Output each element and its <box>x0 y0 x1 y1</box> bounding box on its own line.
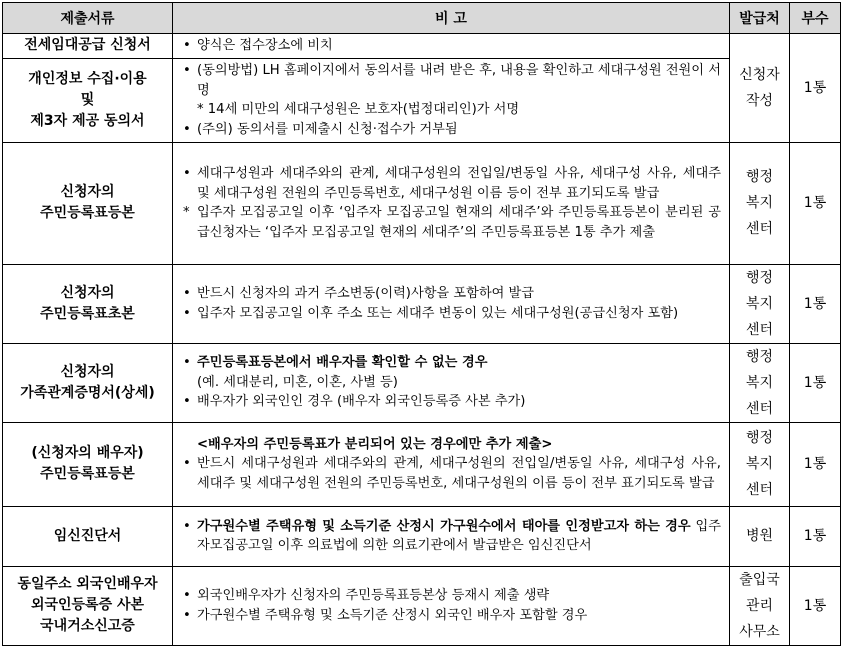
remark-text: 가구원수별 주택유형 및 소득기준 산정시 가구원수에서 태아를 인정받고자 하는 경우 <box>197 518 691 534</box>
bullet-icon: • <box>183 286 191 301</box>
remark-item <box>181 203 721 242</box>
document-name-line: 신청자의 <box>60 184 115 201</box>
issuer-line: 복지 <box>745 195 774 212</box>
remarks-cell <box>173 34 730 59</box>
header-remarks: 비 고 <box>173 3 730 34</box>
document-name-line: 및 <box>80 91 95 108</box>
remark-text: 주민등록표등본에서 배우자를 확인할 수 없는 경우 <box>197 355 488 371</box>
document-name <box>3 58 173 142</box>
document-name-line: 주민등록표등본 <box>40 205 135 222</box>
remark-item <box>181 120 721 140</box>
remark-text: 반드시 세대구성원과 세대주와의 관계, 세대구성원의 전입일/변동일 사유, 세대구성 사유, 세대주 및 세대구성원 전원의 주민등록번호, 세대구성원의 이름 등이 전부 표기되도록 발급 <box>197 456 721 491</box>
remark-item <box>181 353 721 373</box>
issuer-cell <box>730 343 790 422</box>
document-row <box>3 422 841 506</box>
document-name-line: 주민등록표초본 <box>40 305 135 322</box>
document-name-line: (신청자의 배우자) <box>31 445 144 462</box>
asterisk-icon: * <box>183 205 190 221</box>
bullet-icon: • <box>183 165 191 181</box>
issuer-line: 관리 <box>745 597 774 614</box>
document-row <box>3 566 841 645</box>
required-documents-table <box>2 2 841 646</box>
bullet-icon: • <box>183 588 191 603</box>
remarks-cell <box>173 566 730 645</box>
header-row <box>3 3 841 34</box>
issuer-cell <box>730 142 790 264</box>
document-name <box>3 343 173 422</box>
document-row <box>3 34 841 59</box>
document-name <box>3 506 173 566</box>
document-name-line: 외국인등록증 사본 <box>30 597 145 614</box>
remark-text: 세대구성원과 세대주와의 관계, 세대구성원의 전입일/변동일 사유, 세대구성 사유, 세대주 및 세대구성원 전원의 주민등록번호, 세대구성원 이름 등이 전부 표기되도록 발급 <box>197 165 721 201</box>
document-row <box>3 506 841 566</box>
remark-text: 양식은 접수장소에 비치 <box>197 38 333 53</box>
remark-text: * 14세 미만의 세대구성원은 보호자(법정대리인)가 서명 <box>197 102 520 118</box>
count-cell: 1통 <box>790 566 841 645</box>
issuer-line: 행정 <box>745 348 774 365</box>
bullet-icon: • <box>183 355 191 371</box>
document-name-line: 가족관계증명서(상세) <box>20 384 155 401</box>
remark-item <box>181 100 721 120</box>
remark-item <box>181 284 721 304</box>
remark-item <box>181 373 721 393</box>
remark-item <box>181 435 721 455</box>
issuer-line: 센터 <box>745 482 774 499</box>
remark-item <box>181 304 721 324</box>
issuer-line: 출입국 <box>739 571 780 588</box>
issuer-line: 센터 <box>745 321 774 338</box>
remark-item <box>181 36 721 56</box>
remark-text: 반드시 신청자의 과거 주소변동(이력)사항을 포함하여 발급 <box>197 286 534 301</box>
document-name-line: 개인정보 수집·이용 <box>28 70 147 87</box>
document-name-line: 국내거소신고증 <box>40 618 135 635</box>
document-name-line: 전세임대공급 신청서 <box>24 37 151 54</box>
header-issuer: 발급처 <box>730 3 790 34</box>
document-name-line: 임신진단서 <box>53 527 122 544</box>
issuer-line: 신청자 <box>739 66 780 83</box>
issuer-line: 센터 <box>745 221 774 238</box>
remarks-cell <box>173 142 730 264</box>
remark-text: 배우자가 외국인인 경우 (배우자 외국인등록증 사본 추가) <box>197 394 526 410</box>
issuer-line: 행정 <box>745 169 774 186</box>
bullet-icon: • <box>183 121 191 137</box>
issuer-line: 복지 <box>745 374 774 391</box>
remark-item <box>181 586 721 606</box>
remark-text: (동의방법) LH 홈페이지에서 동의서를 내려 받은 후, 내용을 확인하고 세대구성원 전원이 서명 <box>197 62 721 98</box>
document-name <box>3 34 173 59</box>
issuer-line: 복지 <box>745 295 774 312</box>
issuer-line: 사무소 <box>739 623 780 640</box>
bullet-icon: • <box>183 456 191 472</box>
document-row <box>3 264 841 343</box>
count-cell: 1통 <box>790 343 841 422</box>
issuer-line: 행정 <box>745 269 774 286</box>
remark-item <box>181 164 721 203</box>
issuer-line: 복지 <box>745 456 774 473</box>
remark-item <box>181 517 721 556</box>
remark-item <box>181 61 721 100</box>
document-name-line: 제3자 제공 동의서 <box>30 112 145 129</box>
remark-text: (주의) 동의서를 미제출시 신청·접수가 거부됨 <box>197 121 458 137</box>
document-name <box>3 264 173 343</box>
issuer-cell <box>730 422 790 506</box>
bullet-icon: • <box>183 305 191 321</box>
remark-text: <배우자의 주민등록표가 분리되어 있는 경우에만 추가 제출> <box>197 436 553 452</box>
issuer-line: 작성 <box>745 92 774 109</box>
issuer-cell <box>730 34 790 143</box>
bullet-icon: • <box>183 38 191 53</box>
document-row <box>3 142 841 264</box>
bullet-icon: • <box>183 62 191 78</box>
remarks-cell <box>173 58 730 142</box>
issuer-line: 병원 <box>745 528 774 545</box>
issuer-line: 행정 <box>745 430 774 447</box>
document-name-line: 주민등록표등본 <box>40 466 135 483</box>
document-row <box>3 343 841 422</box>
remark-item <box>181 392 721 412</box>
remark-item <box>181 454 721 493</box>
count-cell: 1통 <box>790 422 841 506</box>
issuer-cell <box>730 264 790 343</box>
bullet-icon: • <box>183 518 191 534</box>
header-document: 제출서류 <box>3 3 173 34</box>
document-name-line: 신청자의 <box>60 284 115 301</box>
remark-text: 외국인배우자가 신청자의 주민등록표등본상 등재시 제출 생략 <box>197 588 550 603</box>
remark-text: 입주자모집공고일 이후 의료법에 의한 의료기관에서 발급받은 임신진단서 <box>197 518 722 554</box>
document-row <box>3 58 841 142</box>
remark-text: (예. 세대분리, 미혼, 이혼, 사별 등) <box>197 374 398 390</box>
remark-item <box>181 606 721 626</box>
count-cell: 1통 <box>790 34 841 143</box>
bullet-icon: • <box>183 607 191 623</box>
remarks-cell <box>173 506 730 566</box>
issuer-line: 센터 <box>745 400 774 417</box>
document-name <box>3 142 173 264</box>
count-cell: 1통 <box>790 142 841 264</box>
remarks-cell <box>173 343 730 422</box>
bullet-icon: • <box>183 394 191 410</box>
document-name <box>3 422 173 506</box>
document-name <box>3 566 173 645</box>
issuer-cell <box>730 566 790 645</box>
count-cell: 1통 <box>790 506 841 566</box>
remarks-cell <box>173 422 730 506</box>
document-name-line: 신청자의 <box>60 363 115 380</box>
remarks-cell <box>173 264 730 343</box>
header-count: 부수 <box>790 3 841 34</box>
document-name-line: 동일주소 외국인배우자 <box>17 576 158 593</box>
remark-text: 가구원수별 주택유형 및 소득기준 산정시 외국인 배우자 포함할 경우 <box>197 607 588 623</box>
count-cell: 1통 <box>790 264 841 343</box>
issuer-cell <box>730 506 790 566</box>
remark-text: 입주자 모집공고일 이후 ‘입주자 모집공고일 현재의 세대주’와 주민등록표등본이 분리된 공급신청자는 ‘입주자 모집공고일 현재의 세대주’의 주민등록표등본 1통 추가 제출 <box>197 205 721 240</box>
remark-text: 입주자 모집공고일 이후 주소 또는 세대주 변동이 있는 세대구성원(공급신청자 포함) <box>197 305 679 321</box>
